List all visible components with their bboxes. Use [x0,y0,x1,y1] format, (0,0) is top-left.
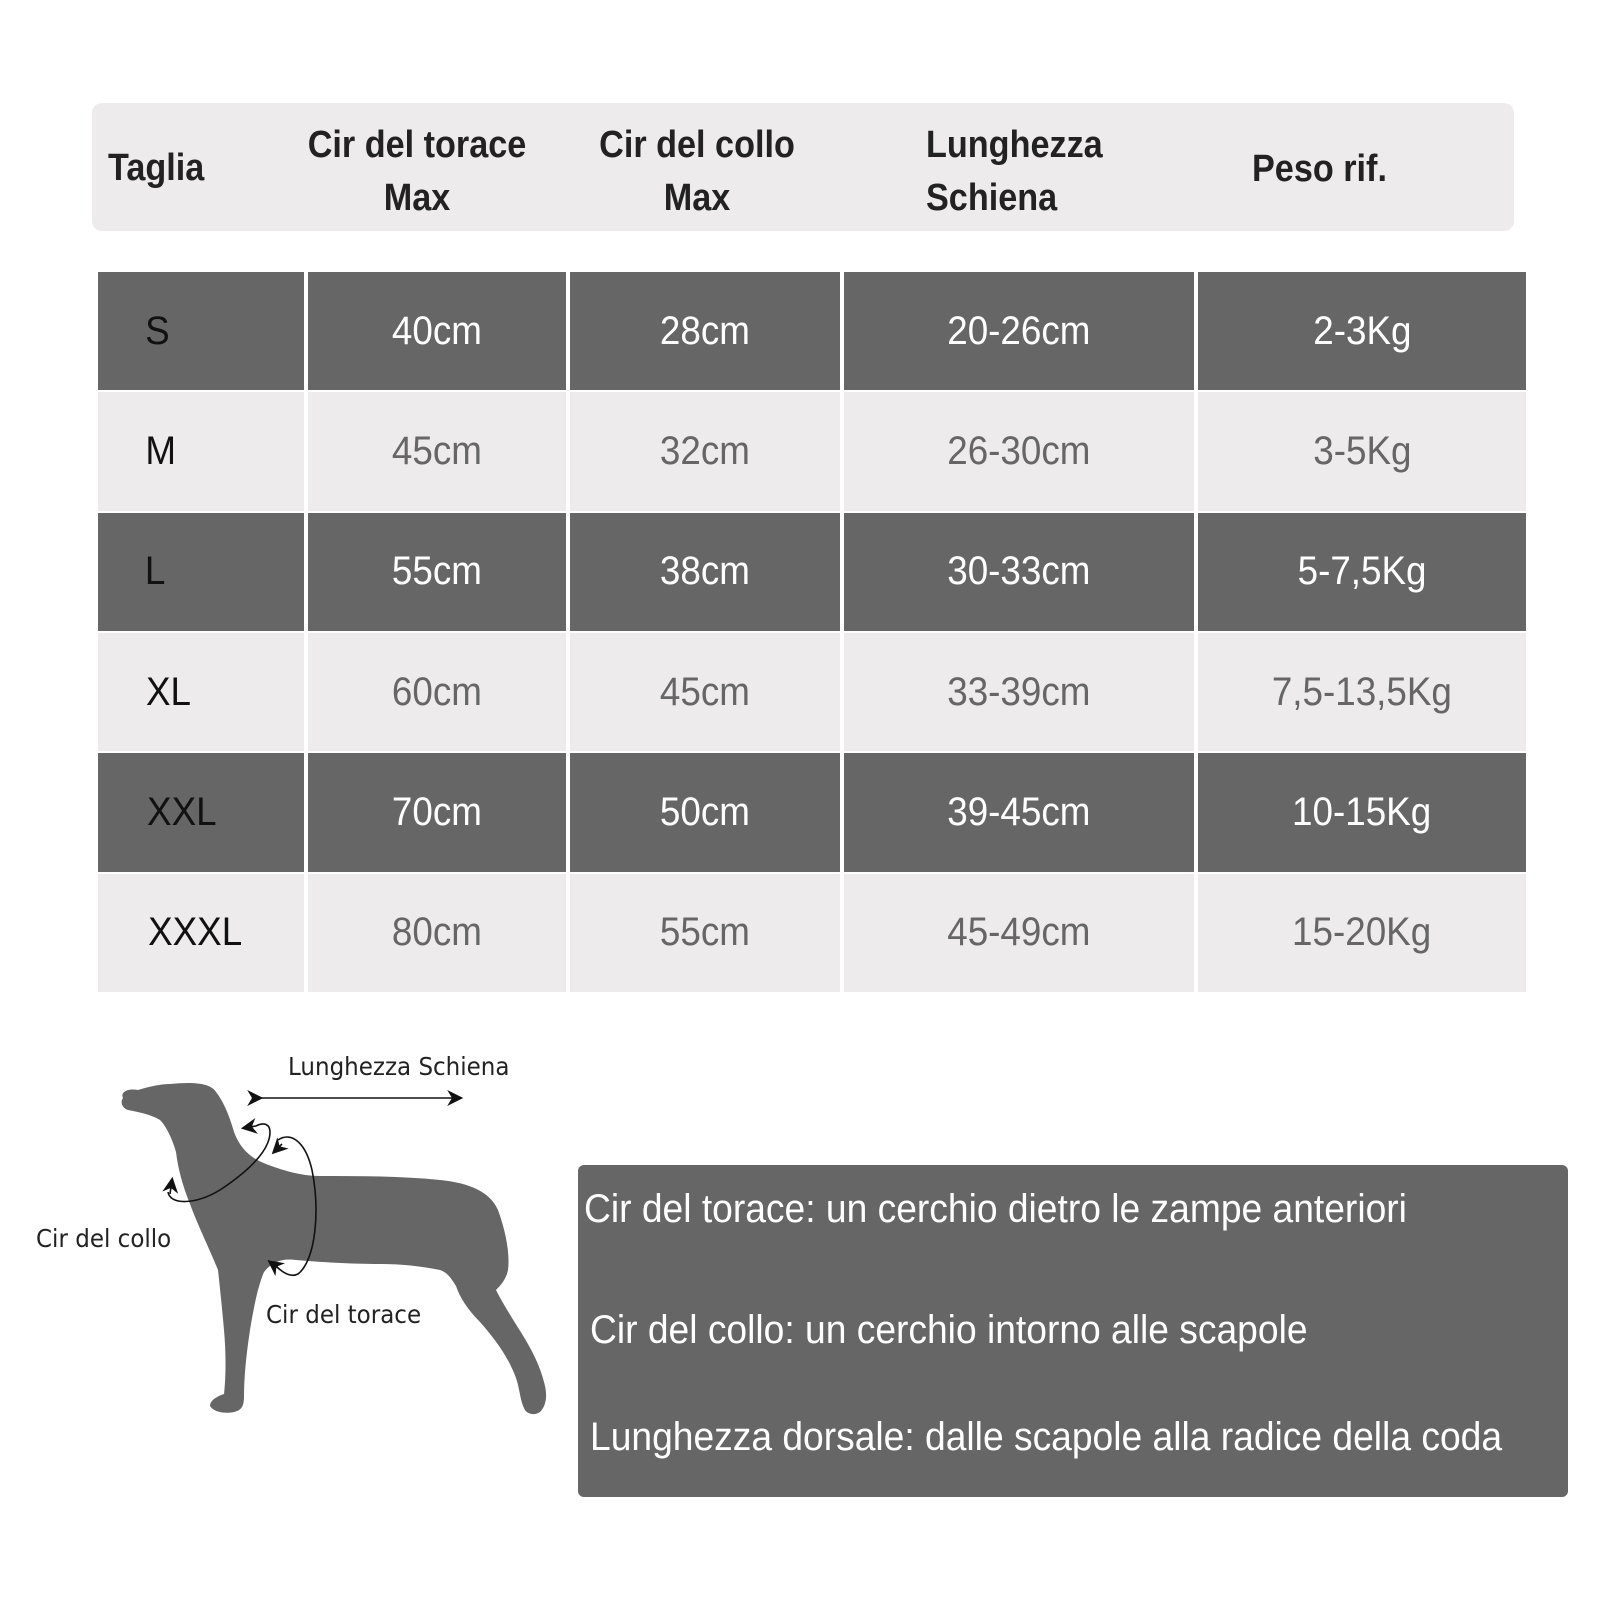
cell-weight: 15-20Kg [1198,874,1526,994]
cell-back: 39-45cm [844,753,1194,873]
cell-neck: 50cm [570,753,840,873]
cell-neck: 28cm [570,272,840,392]
cell-weight: 10-15Kg [1198,753,1526,873]
cell-size: XL [98,633,304,753]
info-back-length: Lunghezza dorsale: dalle scapole alla radice della coda [590,1415,1503,1459]
cell-size: XXXL [98,874,304,994]
header-back-line2: Schiena [926,177,1058,219]
cell-chest: 80cm [308,874,566,994]
header-neck-line2: Max [663,177,731,219]
table-header [92,103,1514,231]
cell-back: 33-39cm [844,633,1194,753]
info-chest: Cir del torace: un cerchio dietro le zampe anteriori [584,1187,1407,1231]
cell-weight: 7,5-13,5Kg [1198,633,1526,753]
cell-size: S [98,272,304,392]
cell-size: XXL [98,753,304,873]
cell-chest: 70cm [308,753,566,873]
cell-chest: 40cm [308,272,566,392]
header-neck-line1: Cir del collo [599,124,795,166]
cell-chest: 45cm [308,392,566,512]
label-back-length: Lunghezza Schiena [288,1052,510,1081]
cell-back: 30-33cm [844,513,1194,633]
dog-measurement-diagram [20,1040,560,1460]
cell-weight: 2-3Kg [1198,272,1526,392]
cell-size: M [98,392,304,512]
cell-weight: 5-7,5Kg [1198,513,1526,633]
measurement-info-box [578,1165,1568,1497]
cell-neck: 45cm [570,633,840,753]
label-neck-circumference: Cir del collo [36,1224,172,1253]
cell-chest: 55cm [308,513,566,633]
cell-weight: 3-5Kg [1198,392,1526,512]
cell-size: L [98,513,304,633]
cell-neck: 55cm [570,874,840,994]
header-chest-line1: Cir del torace [307,124,527,166]
cell-back: 20-26cm [844,272,1194,392]
cell-back: 26-30cm [844,392,1194,512]
cell-neck: 32cm [570,392,840,512]
cell-back: 45-49cm [844,874,1194,994]
size-table [98,272,1526,994]
header-chest-line2: Max [383,177,451,219]
info-neck: Cir del collo: un cerchio intorno alle scapole [590,1308,1308,1352]
header-size: Taglia [108,147,205,189]
label-chest-circumference: Cir del torace [266,1300,422,1329]
cell-neck: 38cm [570,513,840,633]
cell-chest: 60cm [308,633,566,753]
header-back-line1: Lunghezza [926,124,1103,166]
header-weight: Peso rif. [1252,148,1387,190]
